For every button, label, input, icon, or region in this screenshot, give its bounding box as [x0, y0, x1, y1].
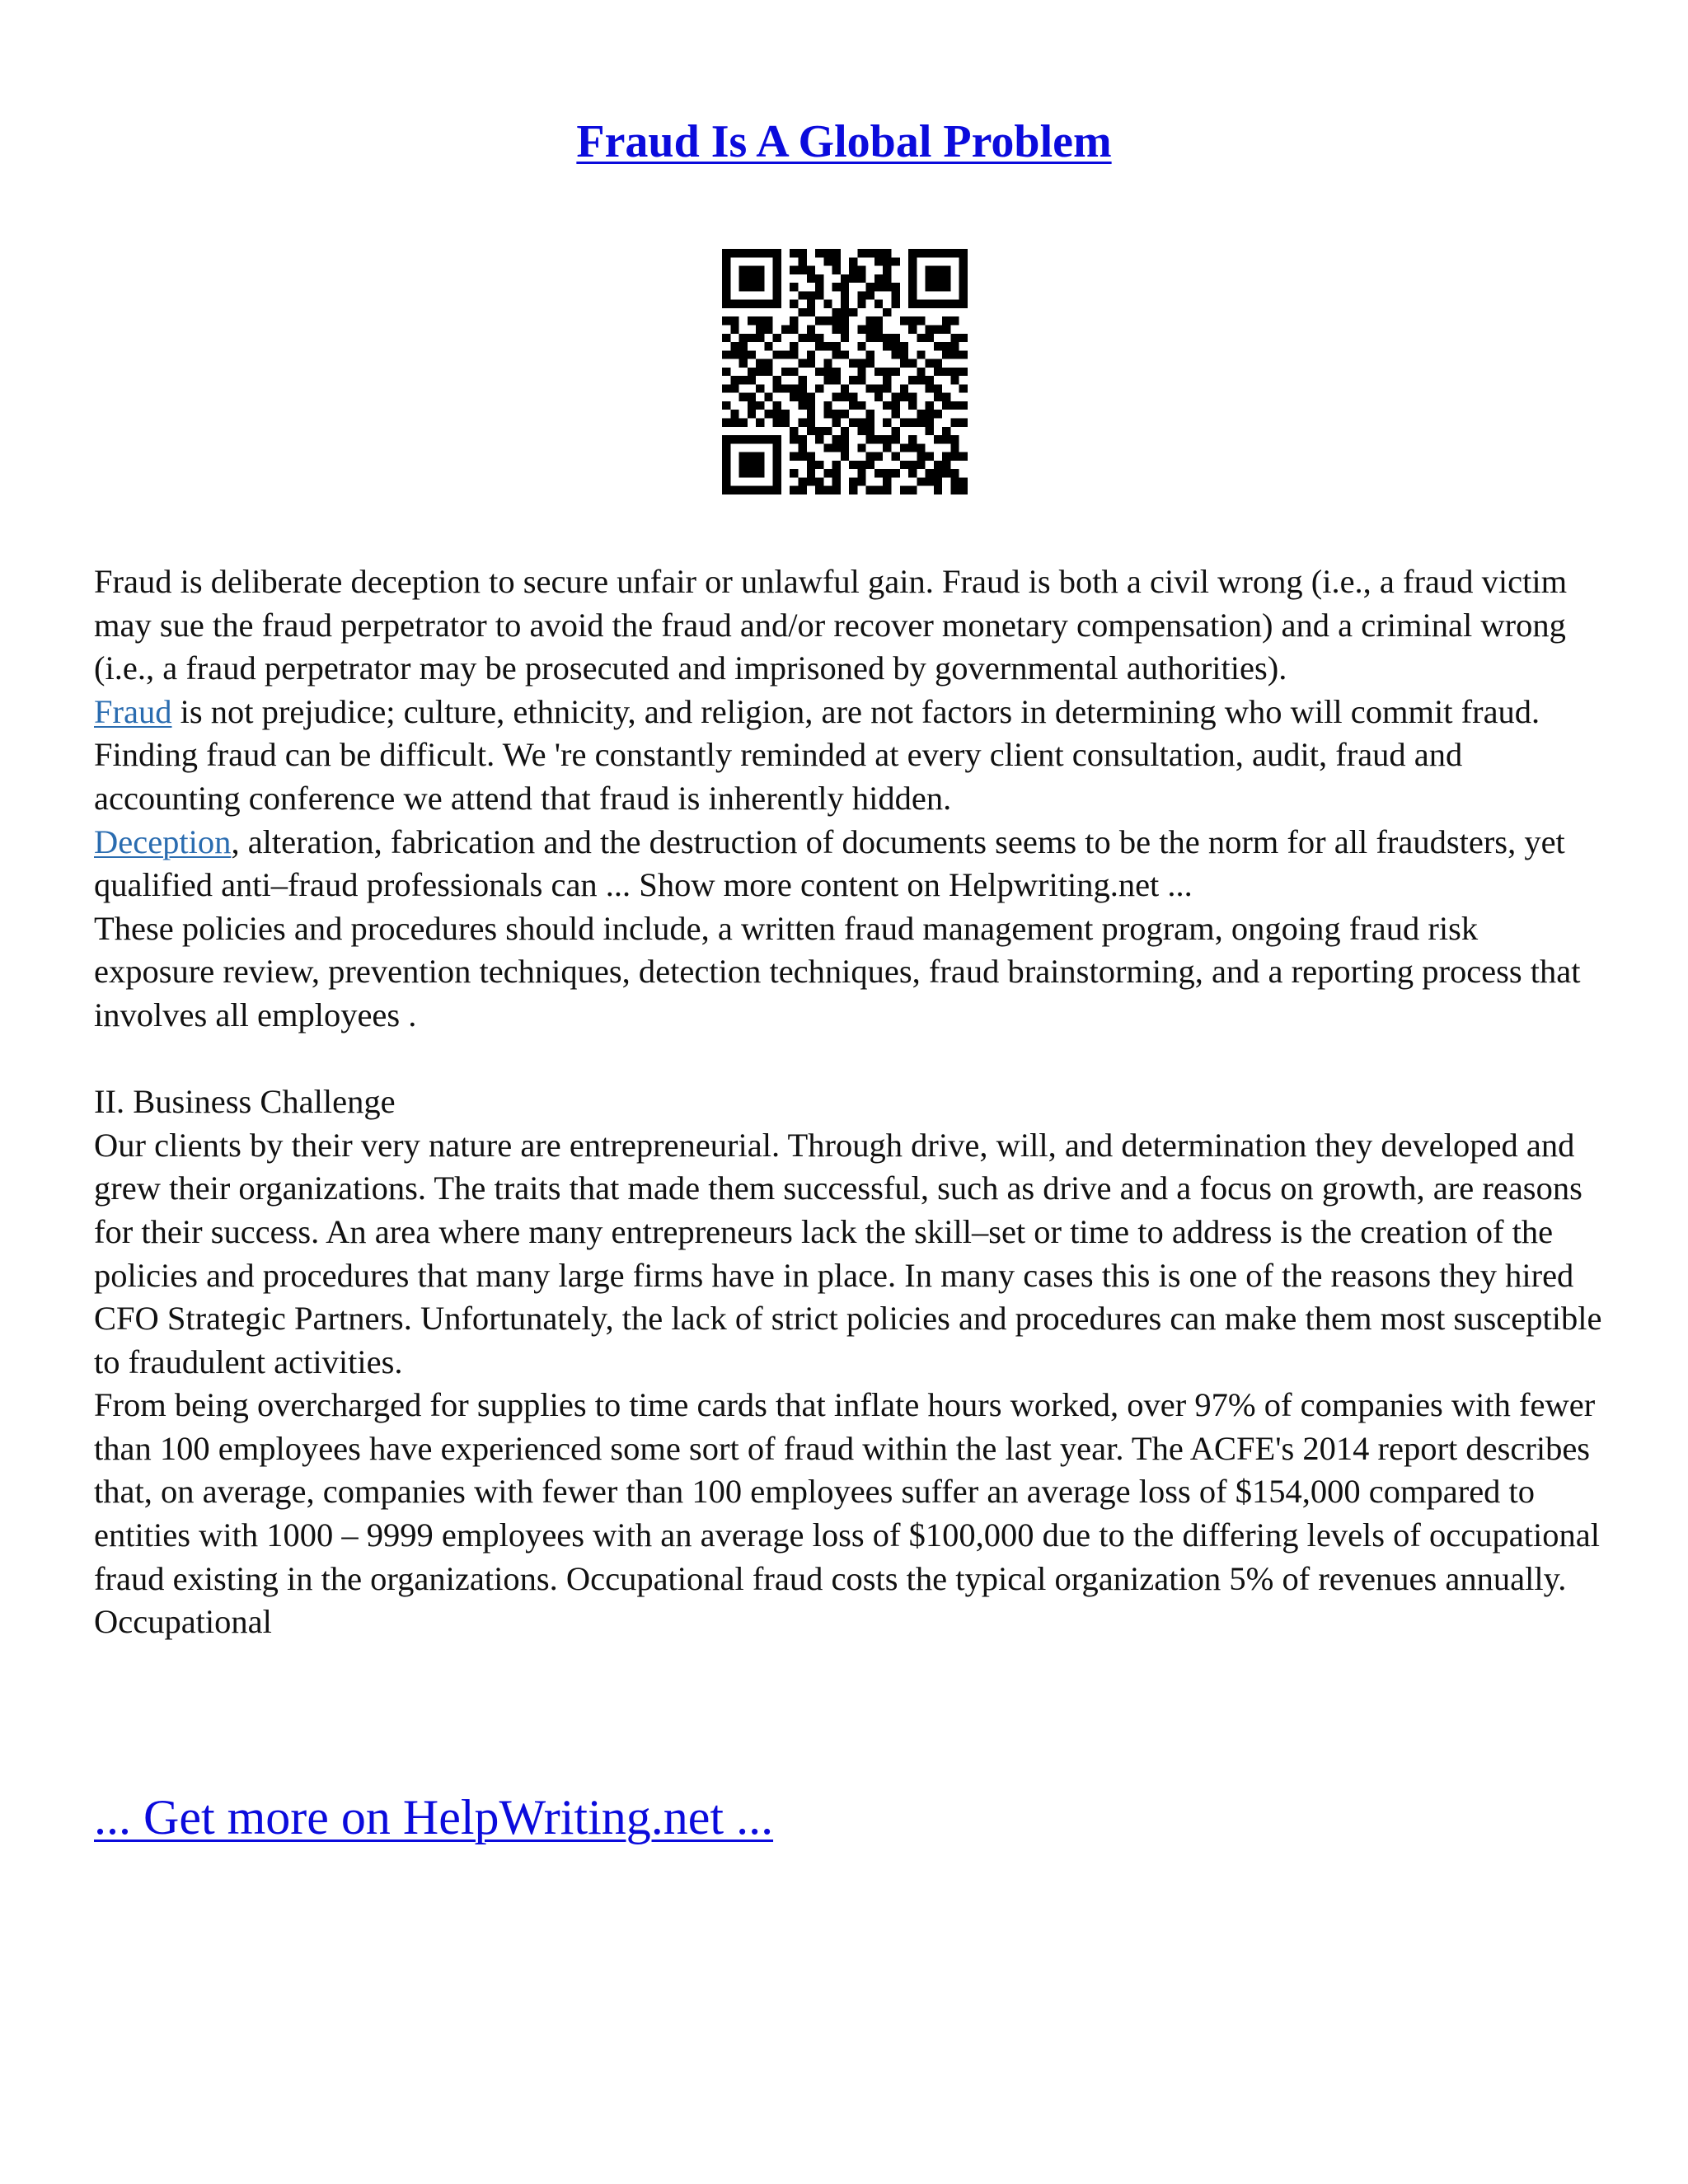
article-body: [94, 560, 1602, 1644]
title-link[interactable]: Fraud Is A Global Problem: [576, 116, 1112, 167]
paragraph-deception: [94, 821, 1602, 907]
paragraph-policies: These policies and procedures should include, a written fraud management program, ongoing fraud risk exposure review, prevention techniques, detection techniques, fraud brainstorming, and a reporting process that involves all employees .: [94, 909, 1581, 1033]
paragraph-clients: Our clients by their very nature are entrepreneurial. Through drive, will, and determination they developed and grew their organizations. The traits that made them successful, such as drive and a focus on growth, are reasons for their success. An area where many entrepreneurs lack the skill–set or time to address is the creation of the policies and procedures that many large firms have in place. In many cases this is one of the reasons they hired CFO Strategic Partners. Unfortunately, the lack of strict policies and procedures can make them most susceptible to fraudulent activities.: [94, 1126, 1602, 1380]
section-heading: II. Business Challenge: [94, 1083, 396, 1121]
get-more-link[interactable]: ... Get more on HelpWriting.net ...: [94, 1790, 774, 1844]
qr-code-icon: [722, 249, 968, 494]
paragraph-deception-text: , alteration, fabrication and the destruction of documents seems to be the norm for all fraudsters, yet qualified anti–fraud professionals can ... Show more content on Helpwriting.net ...: [94, 823, 1565, 904]
paragraph-spacer: [94, 1038, 1602, 1081]
fraud-link[interactable]: Fraud: [94, 692, 172, 730]
deception-link[interactable]: Deception: [94, 823, 232, 860]
paragraph-statistics: From being overcharged for supplies to time cards that inflate hours worked, over 97% of companies with fewer than 100 employees have experienced some sort of fraud within the last year. The ACFE's 2014 report describes that, on average, companies with fewer than 100 employees suffer an average loss of $154,000 compared to entities with 1000 – 9999 employees with an average loss of $100,000 due to the differing levels of occupational fraud existing in the organizations. Occupational fraud costs the typical organization 5% of revenues annually. Occupational: [94, 1386, 1600, 1641]
get-more-section: [94, 1788, 773, 1846]
document-title: [0, 115, 1688, 168]
paragraph-prejudice: [94, 691, 1602, 821]
paragraph-prejudice-text: is not prejudice; culture, ethnicity, and religion, are not factors in determining who will commit fraud. Finding fraud can be difficult. We 're constantly reminded at every client consultation, audit, fraud and accounting conference we attend that fraud is inherently hidden.: [94, 692, 1540, 817]
paragraph-definition: Fraud is deliberate deception to secure unfair or unlawful gain. Fraud is both a civil wrong (i.e., a fraud victim may sue the fraud perpetrator to avoid the fraud and/or recover monetary compensation) and a criminal wrong (i.e., a fraud perpetrator may be prosecuted and imprisoned by governmental authorities).: [94, 563, 1568, 687]
